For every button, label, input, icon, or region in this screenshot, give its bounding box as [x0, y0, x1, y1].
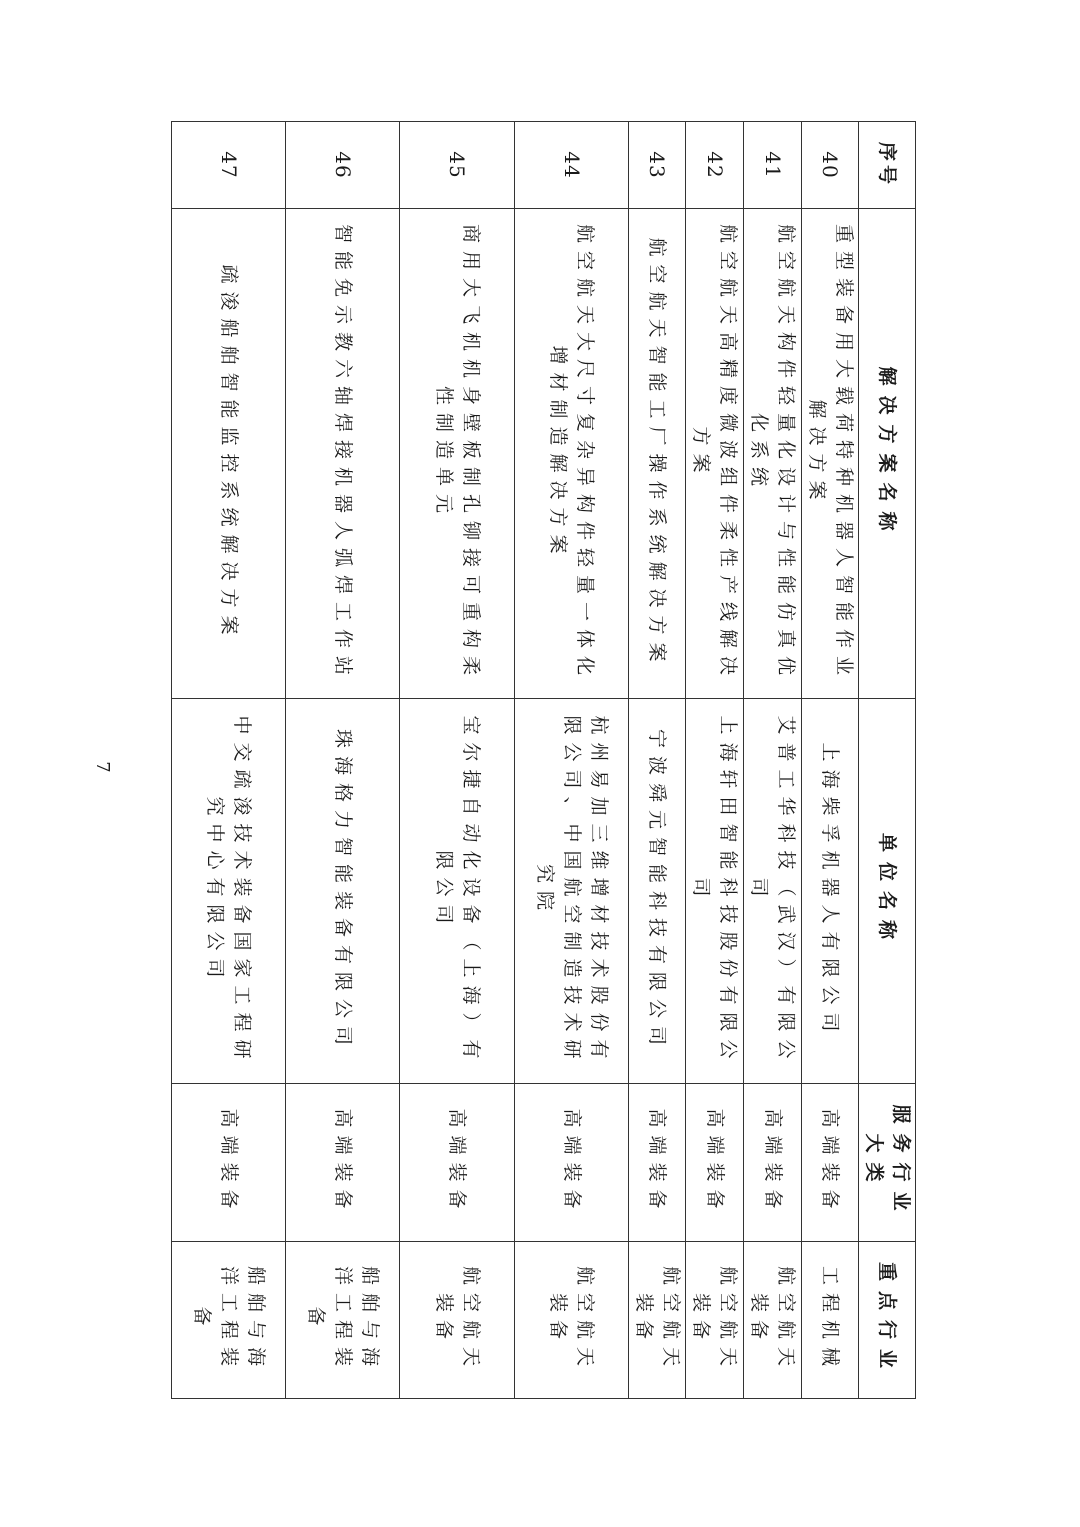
row-industry: 船舶与海洋工程装备 — [286, 1242, 400, 1399]
row-solution: 智能免示教六轴焊接机器人弧焊工作站 — [286, 209, 400, 699]
row-solution: 重型装备用大载荷特种机器人智能作业解决方案 — [802, 209, 859, 699]
row-industry: 航空航天装备 — [400, 1242, 515, 1399]
row-unit: 上海柴孚机器人有限公司 — [802, 699, 859, 1084]
table-row — [515, 122, 629, 1399]
row-category: 高端装备 — [172, 1084, 286, 1242]
row-category: 高端装备 — [629, 1084, 686, 1242]
row-solution: 航空航天高精度微波组件柔性产线解决方案 — [686, 209, 744, 699]
row-category: 高端装备 — [686, 1084, 744, 1242]
header-index: 序号 — [859, 122, 916, 209]
row-industry: 工程机械 — [802, 1242, 859, 1399]
row-solution: 航空航天构件轻量化设计与性能仿真优化系统 — [744, 209, 802, 699]
row-index: 41 — [744, 122, 802, 209]
table-row — [802, 122, 859, 1399]
row-industry: 航空航天装备 — [515, 1242, 629, 1399]
row-solution: 疏浚船舶智能监控系统解决方案 — [172, 209, 286, 699]
row-index: 42 — [686, 122, 744, 209]
table-row — [744, 122, 802, 1399]
row-unit: 宝尔捷自动化设备（上海）有限公司 — [400, 699, 515, 1084]
row-category: 高端装备 — [400, 1084, 515, 1242]
row-index: 47 — [172, 122, 286, 209]
row-unit: 上海轩田智能科技股份有限公司 — [686, 699, 744, 1084]
row-industry: 航空航天装备 — [744, 1242, 802, 1399]
row-index: 46 — [286, 122, 400, 209]
table-row — [172, 122, 286, 1399]
row-unit: 宁波舜元智能科技有限公司 — [629, 699, 686, 1084]
row-solution: 商用大飞机机身壁板制孔铆接可重构柔性制造单元 — [400, 209, 515, 699]
row-index: 43 — [629, 122, 686, 209]
row-industry: 航空航天装备 — [686, 1242, 744, 1399]
row-solution: 航空航天智能工厂操作系统解决方案 — [629, 209, 686, 699]
row-category: 高端装备 — [744, 1084, 802, 1242]
header-key-industry: 重点行业 — [859, 1242, 916, 1399]
row-unit: 中交疏浚技术装备国家工程研究中心有限公司 — [172, 699, 286, 1084]
table-row — [286, 122, 400, 1399]
header-row — [859, 122, 916, 1399]
row-industry: 航空航天装备 — [629, 1242, 686, 1399]
row-index: 44 — [515, 122, 629, 209]
table-row — [686, 122, 744, 1399]
row-solution: 航空航天大尺寸复杂异构件轻量一体化增材制造解决方案 — [515, 209, 629, 699]
page-number: 7 — [92, 761, 113, 773]
row-industry: 船舶与海洋工程装备 — [172, 1242, 286, 1399]
row-unit: 杭州易加三维增材技术股份有限公司、中国航空制造技术研究院 — [515, 699, 629, 1084]
header-unit-name: 单位名称 — [859, 699, 916, 1084]
row-index: 40 — [802, 122, 859, 209]
table-row — [400, 122, 515, 1399]
header-solution-name: 解决方案名称 — [859, 209, 916, 699]
row-category: 高端装备 — [515, 1084, 629, 1242]
row-unit: 艾普工华科技（武汉）有限公司 — [744, 699, 802, 1084]
row-category: 高端装备 — [286, 1084, 400, 1242]
row-index: 45 — [400, 122, 515, 209]
header-service-category: 服务行业大类 — [859, 1084, 916, 1242]
solutions-table — [171, 121, 916, 1399]
row-category: 高端装备 — [802, 1084, 859, 1242]
row-unit: 珠海格力智能装备有限公司 — [286, 699, 400, 1084]
table-row — [629, 122, 686, 1399]
